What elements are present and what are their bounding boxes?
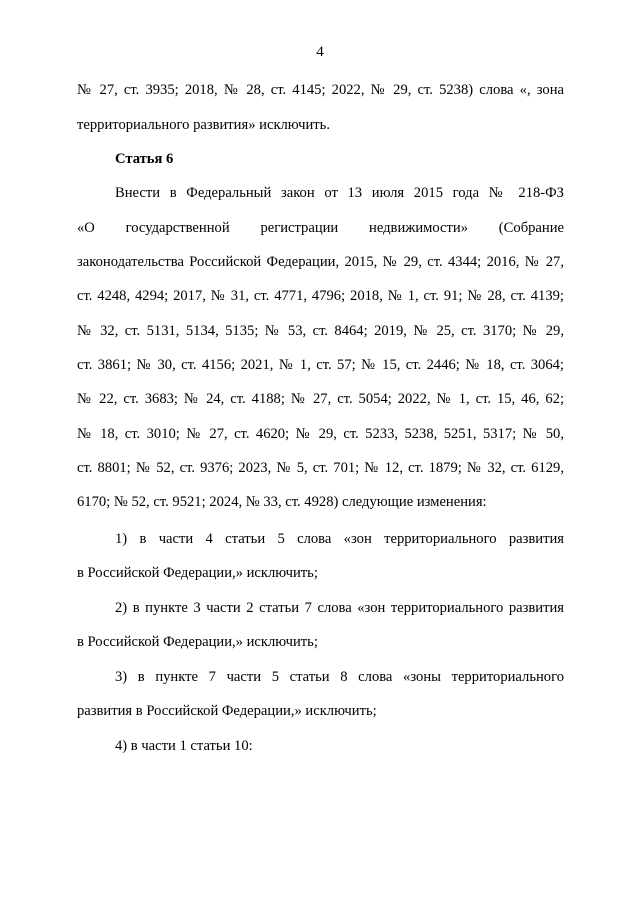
text-line: 3) в пункте 7 части 5 статьи 8 слова «зоны территориального: [115, 669, 564, 685]
text-line: Внести в Федеральный закон от 13 июля 2015 года № 218-ФЗ: [115, 185, 564, 201]
text-line: 6170; № 52, ст. 9521; 2024, № 33, ст. 4928) следующие изменения:: [77, 494, 487, 510]
text-line: 4) в части 1 статьи 10:: [115, 738, 253, 754]
text-line: 2) в пункте 3 части 2 статьи 7 слова «зон территориального развития: [115, 600, 564, 616]
text-line: территориального развития» исключить.: [77, 117, 330, 133]
text-line: ст. 8801; № 52, ст. 9376; 2023, № 5, ст. 701; № 12, ст. 1879; № 32, ст. 6129,: [77, 460, 564, 476]
article-heading: Статья 6: [115, 151, 174, 167]
text-line: № 32, ст. 5131, 5134, 5135; № 53, ст. 8464; 2019, № 25, ст. 3170; № 29,: [77, 323, 564, 339]
text-line: ст. 4248, 4294; 2017, № 31, ст. 4771, 4796; 2018, № 1, ст. 91; № 28, ст. 4139;: [77, 288, 564, 304]
text-line: в Российской Федерации,» исключить;: [77, 565, 318, 581]
text-line: «О государственной регистрации недвижимости» (Собрание: [77, 220, 564, 236]
text-line: законодательства Российской Федерации, 2015, № 29, ст. 4344; 2016, № 27,: [77, 254, 564, 270]
text-line: № 27, ст. 3935; 2018, № 28, ст. 4145; 2022, № 29, ст. 5238) слова «, зона: [77, 82, 564, 98]
text-line: в Российской Федерации,» исключить;: [77, 634, 318, 650]
page-number: 4: [316, 44, 324, 60]
text-line: № 22, ст. 3683; № 24, ст. 4188; № 27, ст. 5054; 2022, № 1, ст. 15, 46, 62;: [77, 391, 564, 407]
text-line: ст. 3861; № 30, ст. 4156; 2021, № 1, ст. 57; № 15, ст. 2446; № 18, ст. 3064;: [77, 357, 564, 373]
text-line: развития в Российской Федерации,» исключить;: [77, 703, 377, 719]
text-line: 1) в части 4 статьи 5 слова «зон территориального развития: [115, 531, 564, 547]
text-line: № 18, ст. 3010; № 27, ст. 4620; № 29, ст. 5233, 5238, 5251, 5317; № 50,: [77, 426, 564, 442]
